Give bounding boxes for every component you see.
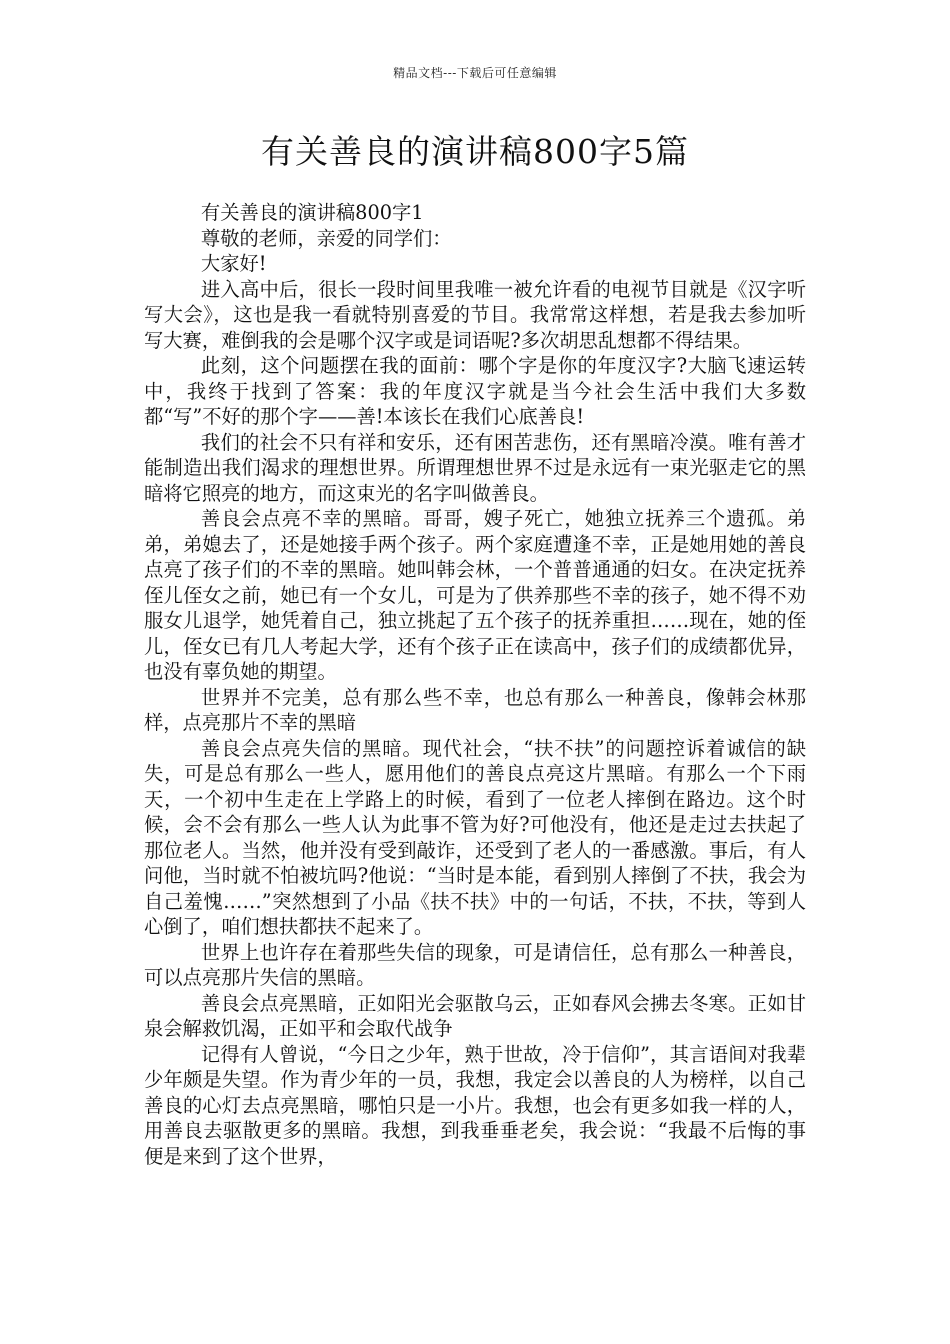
paragraph: 我们的社会不只有祥和安乐，还有困苦悲伤，还有黑暗冷漠。唯有善才能制造出我们渴求的理想世界。所谓理想世界不过是永远有一束光驱走它的黑暗将它照亮的地方，而这束光的名字叫做善良。 <box>144 430 806 505</box>
document-title: 有关善良的演讲稿800字5篇 <box>261 132 689 171</box>
paragraph: 大家好! <box>200 252 267 275</box>
document-body <box>144 200 806 1169</box>
paragraph: 有关善良的演讲稿800字1 <box>200 201 424 224</box>
paragraph: 善良会点亮黑暗，正如阳光会驱散乌云，正如春风会拂去冬寒。正如甘泉会解救饥渴，正如平和会取代战争 <box>144 991 806 1040</box>
paragraph: 善良会点亮不幸的黑暗。哥哥，嫂子死亡，她独立抚养三个遗孤。弟弟，弟媳去了，还是她接手两个孩子。两个家庭遭逢不幸，正是她用她的善良点亮了孩子们的不幸的黑暗。她叫韩会林，一个普普通通的妇女。在决定抚养侄儿侄女之前，她已有一个女儿，可是为了供养那些不幸的孩子，她不得不劝服女儿退学，她凭着自己，独立挑起了五个孩子的抚养重担……现在，她的侄儿，侄女已有几人考起大学，还有个孩子正在读高中，孩子们的成绩都优异，也没有辜负她的期望。 <box>144 507 806 683</box>
paragraph: 尊敬的老师，亲爱的同学们： <box>200 226 452 250</box>
paragraph: 善良会点亮失信的黑暗。现代社会，“扶不扶”的问题控诉着诚信的缺失，可是总有那么一些人，愿用他们的善良点亮这片黑暗。有那么一个下雨天，一个初中生走在上学路上的时候，看到了一位老人摔倒在路边。这个时候，会不会有那么一些人认为此事不管为好?可他没有，他还是走过去扶起了那位老人。当然，他并没有受到敲诈，还受到了老人的一番感激。事后，有人问他，当时就不怕被坑吗?他说：“当时是本能，看到别人摔倒了不扶，我会为自己羞愧……”突然想到了小品《扶不扶》中的一句话，不扶，不扶，等到人心倒了，咱们想扶都扶不起来了。 <box>144 736 806 938</box>
paragraph: 世界上也许存在着那些失信的现象，可是请信任，总有那么一种善良，可以点亮那片失信的黑暗。 <box>144 940 806 989</box>
header-note: 精品文档---下载后可任意编辑 <box>393 66 557 80</box>
paragraph: 世界并不完美，总有那么些不幸，也总有那么一种善良，像韩会林那样，点亮那片不幸的黑暗 <box>144 685 806 734</box>
paragraph: 进入高中后，很长一段时间里我唯一被允许看的电视节目就是《汉字听写大会》，这也是我一看就特别喜爱的节目。我常常这样想，若是我去参加听写大赛，难倒我的会是哪个汉字或是词语呢?多次胡思乱想都不得结果。 <box>144 277 806 352</box>
paragraph: 记得有人曾说，“今日之少年，熟于世故，冷于信仰”，其言语间对我辈少年颇是失望。作为青少年的一员，我想，我定会以善良的人为榜样，以自己善良的心灯去点亮黑暗，哪怕只是一小片。我想，也会有更多如我一样的人，用善良去驱散更多的黑暗。我想，到我垂垂老矣，我会说：“我最不后悔的事便是来到了这个世界， <box>144 1042 806 1168</box>
paragraph: 此刻，这个问题摆在我的面前：哪个字是你的年度汉字?大脑飞速运转中，我终于找到了答案：我的年度汉字就是当今社会生活中我们大多数都“写”不好的那个字——善!本该长在我们心底善良! <box>144 354 806 428</box>
